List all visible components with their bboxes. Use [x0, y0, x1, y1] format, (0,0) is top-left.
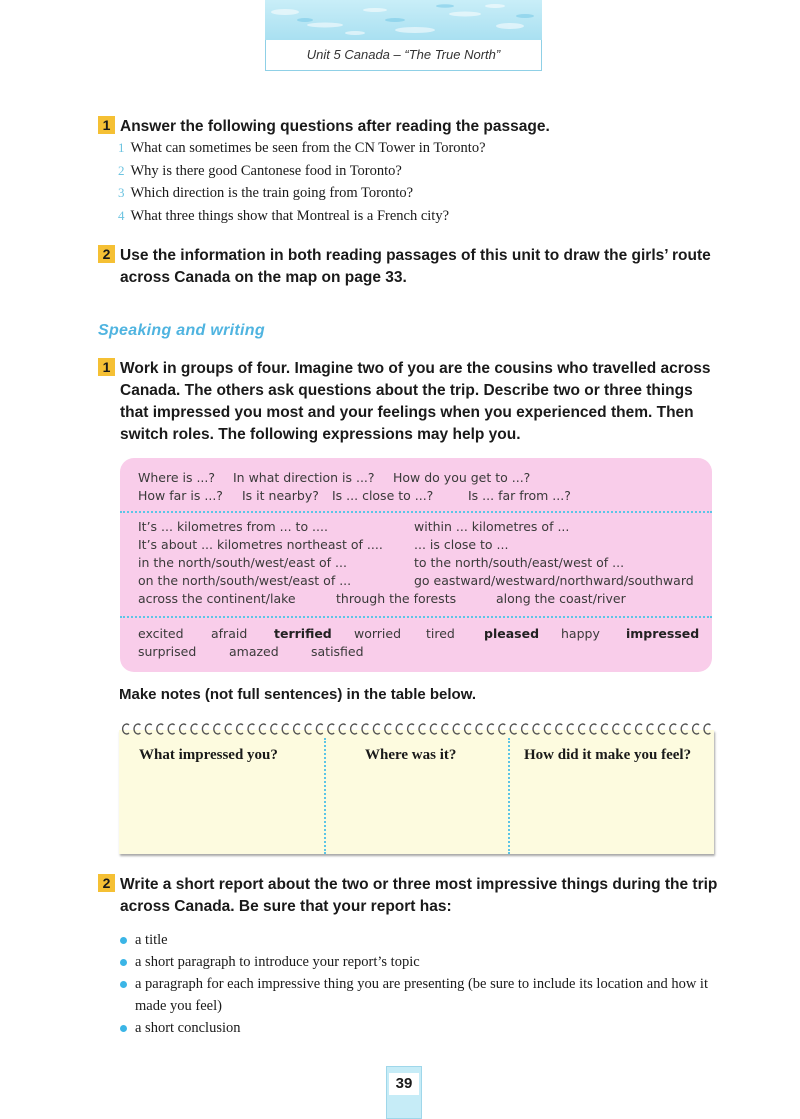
- spiral-ring: [658, 724, 664, 734]
- report-requirements-list: [119, 929, 719, 1039]
- spiral-ring: [305, 724, 311, 734]
- expression: It’s ... kilometres from ... to ....: [138, 519, 328, 534]
- spiral-ring: [453, 724, 459, 734]
- unit-title: Unit 5 Canada – “The True North”: [265, 40, 542, 71]
- task-line: Work in groups of four. Imagine two of you are the cousins who travelled across: [120, 360, 711, 377]
- question-text: Why is there good Cantonese food in Toronto?: [130, 162, 402, 179]
- expression: to the north/south/east/west of ...: [414, 555, 625, 570]
- spiral-ring: [248, 724, 254, 734]
- spiral-ring: [624, 724, 630, 734]
- list-item: [118, 160, 486, 183]
- task-number-badge: 2: [98, 874, 115, 892]
- header-banner: [265, 0, 542, 40]
- spiral-ring: [476, 724, 482, 734]
- spiral-ring: [180, 724, 186, 734]
- expression: across the continent/lake: [138, 591, 296, 606]
- spiral-ring: [282, 724, 288, 734]
- expression: Where is ...?: [138, 470, 216, 485]
- spiral-ring: [693, 724, 699, 734]
- spiral-ring: [168, 724, 174, 734]
- notes-cell[interactable]: [508, 764, 714, 854]
- spiral-ring: [647, 724, 653, 734]
- feeling-word: satisfied: [311, 644, 364, 659]
- feeling-word: tired: [426, 626, 455, 641]
- spiral-ring: [328, 724, 334, 734]
- spiral-ring: [499, 724, 505, 734]
- dotted-divider: [120, 511, 712, 513]
- feeling-word: surprised: [138, 644, 197, 659]
- spiral-ring: [636, 724, 642, 734]
- spiral-ring: [373, 724, 379, 734]
- list-item: a short paragraph to introduce your report’s topic: [119, 951, 719, 973]
- spiral-ring: [522, 724, 528, 734]
- expression: It’s about ... kilometres northeast of ....: [138, 537, 383, 552]
- spiral-ring: [271, 724, 277, 734]
- table-header-cell: How did it make you feel?: [524, 747, 692, 763]
- task-number-badge: 2: [98, 245, 115, 263]
- task-number-badge: 1: [98, 358, 115, 376]
- spiral-ring: [123, 724, 129, 734]
- spiral-ring: [396, 724, 402, 734]
- expression: How do you get to ...?: [393, 470, 531, 485]
- list-item: [118, 182, 486, 205]
- spiral-binding-decoration: [119, 718, 714, 738]
- expression: go eastward/westward/northward/southward: [414, 573, 694, 588]
- feeling-word: afraid: [211, 626, 248, 641]
- spiral-ring: [601, 724, 607, 734]
- feeling-word: happy: [561, 626, 600, 641]
- table-header-cell: Where was it?: [365, 747, 457, 763]
- spiral-ring: [533, 724, 539, 734]
- task-line: that impressed you most and your feelings when you experienced them. Then: [120, 404, 694, 421]
- expression: Is ... far from ...?: [468, 488, 571, 503]
- task-line: across Canada. Be sure that your report has:: [120, 898, 452, 915]
- spiral-ring: [579, 724, 585, 734]
- notes-table: [119, 730, 714, 854]
- expression: In what direction is ...?: [233, 470, 375, 485]
- task-number-badge: 1: [98, 116, 115, 134]
- list-item: [118, 205, 486, 228]
- table-header-cell: What impressed you?: [139, 747, 278, 763]
- list-item: [118, 137, 486, 160]
- spiral-ring: [225, 724, 231, 734]
- spiral-ring: [339, 724, 345, 734]
- spiral-ring: [362, 724, 368, 734]
- dotted-divider: [120, 616, 712, 618]
- list-item: a short conclusion: [119, 1017, 719, 1039]
- spiral-ring: [408, 724, 414, 734]
- spiral-ring: [487, 724, 493, 734]
- spiral-ring: [704, 724, 710, 734]
- feeling-word: amazed: [229, 644, 279, 659]
- question-list: [118, 137, 486, 227]
- spiral-ring: [237, 724, 243, 734]
- spiral-ring: [202, 724, 208, 734]
- task-instruction-line2: across Canada on the map on page 33.: [120, 269, 407, 286]
- task-line: Canada. The others ask questions about the trip. Describe two or three things: [120, 382, 693, 399]
- spiral-ring: [442, 724, 448, 734]
- reading-task-2: [98, 245, 718, 289]
- spiral-ring: [134, 724, 140, 734]
- spiral-ring: [316, 724, 322, 734]
- question-number: 2: [118, 162, 125, 178]
- spiral-ring: [430, 724, 436, 734]
- spiral-ring: [145, 724, 151, 734]
- task-instruction-line1: Use the information in both reading passages of this unit to draw the girls’ route: [120, 247, 711, 264]
- reading-task-1: [98, 116, 718, 138]
- list-item: a paragraph for each impressive thing you are presenting (be sure to include its location and how it made you feel): [119, 973, 719, 1017]
- spiral-ring: [294, 724, 300, 734]
- expressions-box: [120, 458, 712, 672]
- section-title: Speaking and writing: [98, 322, 265, 339]
- expression: Is it nearby?: [242, 488, 319, 503]
- spiral-ring: [613, 724, 619, 734]
- task-line: switch roles. The following expressions may help you.: [120, 426, 521, 443]
- feeling-word: pleased: [484, 626, 540, 641]
- expression: ... is close to ...: [414, 537, 509, 552]
- question-text: Which direction is the train going from Toronto?: [130, 185, 414, 201]
- expression: through the forests: [336, 591, 457, 606]
- spiral-ring: [351, 724, 357, 734]
- expression: within ... kilometres of ...: [414, 519, 570, 534]
- feeling-word: terrified: [274, 626, 332, 641]
- notes-cell[interactable]: [324, 764, 508, 854]
- spiral-ring: [670, 724, 676, 734]
- spiral-ring: [567, 724, 573, 734]
- speaking-task-1: [98, 358, 718, 446]
- feeling-word: excited: [138, 626, 184, 641]
- expression: along the coast/river: [496, 591, 626, 606]
- task-instruction: Answer the following questions after reading the passage.: [120, 118, 550, 135]
- feeling-word: impressed: [626, 626, 700, 641]
- question-number: 4: [118, 207, 125, 223]
- spiral-ring: [544, 724, 550, 734]
- spiral-ring: [385, 724, 391, 734]
- task-line: Write a short report about the two or three most impressive things during the trip: [120, 876, 718, 893]
- water-texture-decoration: [265, 0, 542, 40]
- question-text: What can sometimes be seen from the CN Tower in Toronto?: [130, 140, 486, 156]
- feeling-word: worried: [354, 626, 402, 641]
- spiral-ring: [419, 724, 425, 734]
- spiral-ring: [259, 724, 265, 734]
- notes-instruction: Make notes (not full sentences) in the table below.: [119, 686, 476, 703]
- spiral-ring: [191, 724, 197, 734]
- expression: in the north/south/west/east of ...: [138, 555, 347, 570]
- expression: on the north/south/west/east of ...: [138, 573, 352, 588]
- spiral-ring: [214, 724, 220, 734]
- spiral-ring: [510, 724, 516, 734]
- page-number-tab: [386, 1066, 422, 1119]
- spiral-ring: [157, 724, 163, 734]
- spiral-ring: [465, 724, 471, 734]
- spiral-ring: [556, 724, 562, 734]
- writing-task-2: [98, 874, 718, 918]
- question-text: What three things show that Montreal is a French city?: [130, 207, 450, 224]
- question-number: 1: [118, 140, 125, 155]
- question-number: 3: [118, 185, 125, 200]
- expression: How far is ...?: [138, 488, 223, 503]
- spiral-ring: [681, 724, 687, 734]
- spiral-ring: [590, 724, 596, 734]
- notes-cell[interactable]: [119, 764, 324, 854]
- list-item: a title: [119, 929, 719, 951]
- page-number: 39: [389, 1073, 419, 1095]
- expression: Is ... close to ...?: [332, 488, 434, 503]
